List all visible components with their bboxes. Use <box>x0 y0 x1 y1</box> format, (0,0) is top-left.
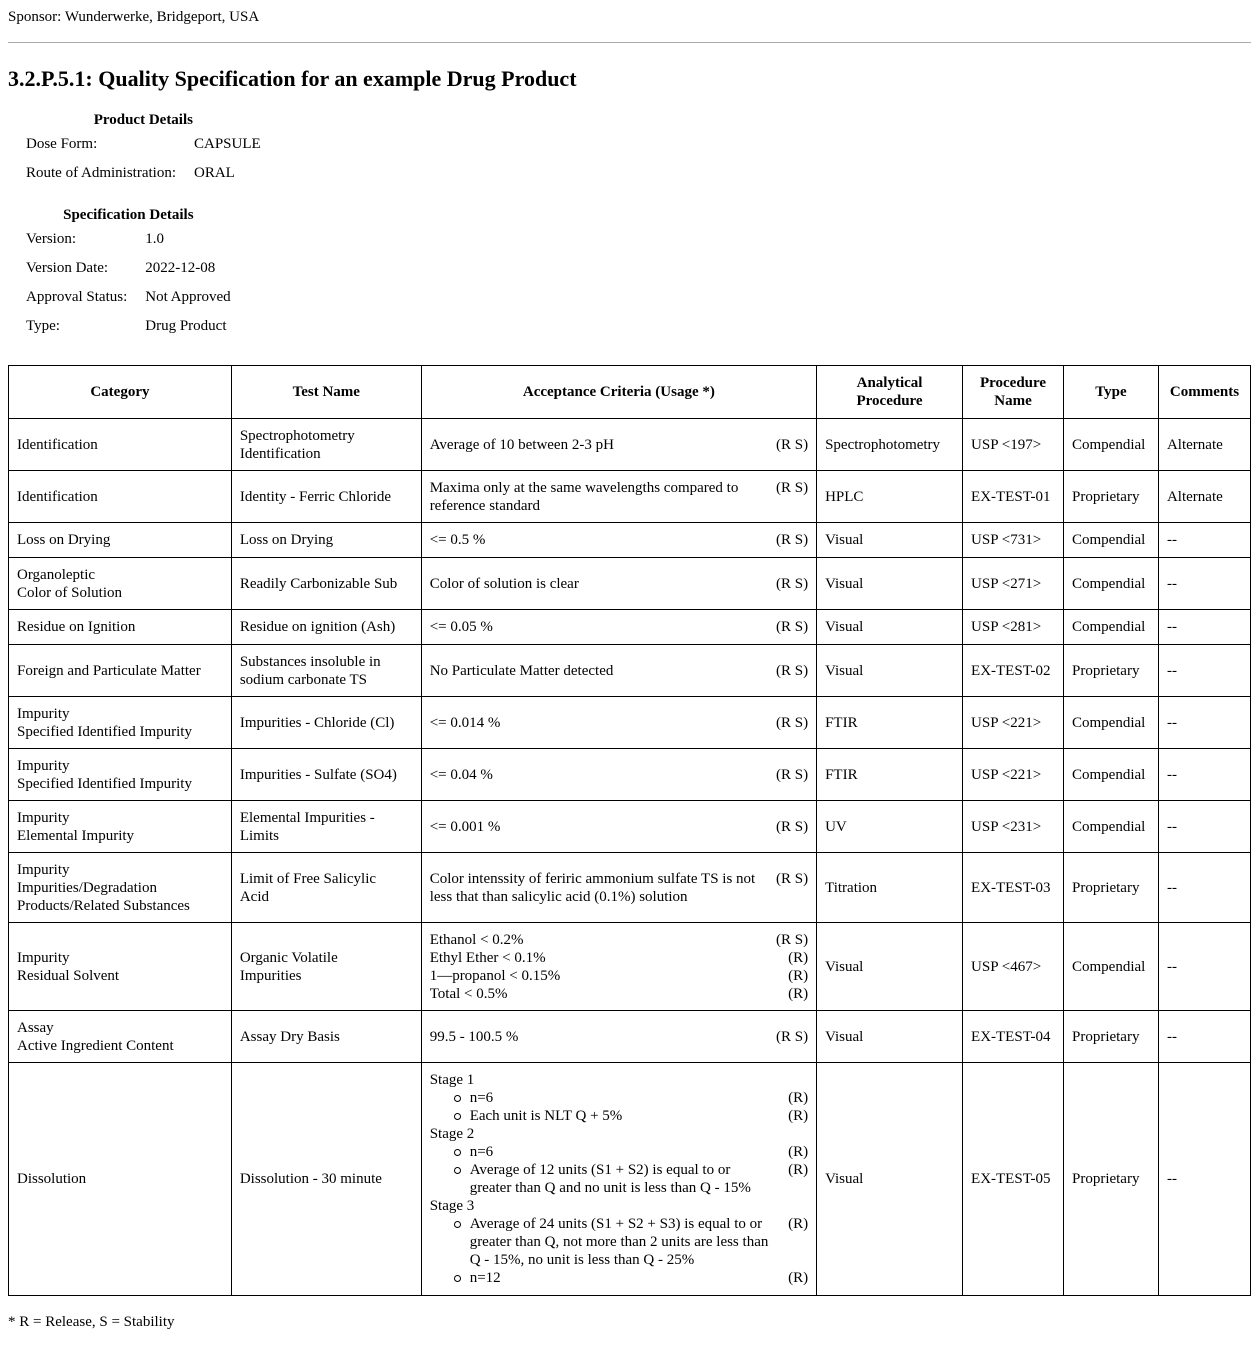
divider <box>8 42 1251 43</box>
page-title: 3.2.P.5.1: Quality Specification for an example Drug Product <box>8 66 577 91</box>
category-line: Specified Identified Impurity <box>17 723 192 740</box>
column-header: Test Name <box>231 366 421 419</box>
product-detail-label: Route of Administration: <box>26 164 176 181</box>
usage-code: (R S) <box>775 662 809 679</box>
test-name-cell <box>231 1011 421 1063</box>
criteria-text: Ethanol < 0.2% <box>429 931 524 948</box>
test-name-line: Loss on Drying <box>239 532 334 548</box>
usage-code: (R) <box>788 967 809 984</box>
test-name-line: Elemental Impurities - <box>239 809 375 826</box>
usage-code: (R S) <box>775 479 809 496</box>
comments-cell: -- <box>1158 923 1250 1011</box>
type-cell: Proprietary <box>1063 645 1158 697</box>
test-name-line: sodium carbonate TS <box>239 671 368 688</box>
criteria-cell <box>421 749 816 801</box>
procedure-name-cell: EX-TEST-02 <box>963 645 1064 697</box>
procedure-name-cell: USP <221> <box>963 749 1064 801</box>
usage-code: (R S) <box>775 714 809 731</box>
stage-item <box>430 1089 808 1107</box>
analytical-procedure-cell: HPLC <box>817 471 963 523</box>
table-row <box>9 471 1251 523</box>
usage-code: (R S) <box>775 1028 809 1045</box>
usage-code: (R) <box>788 1162 809 1178</box>
criteria-text: Color intenssity of feriric ammonium sulfate TS is not less that than salicylic acid (0.1%) solution <box>429 870 756 905</box>
category-cell <box>9 645 232 697</box>
product-details-caption: Product Details <box>93 112 193 128</box>
category-line: Residual Solvent <box>17 967 120 984</box>
criteria-row <box>430 479 808 515</box>
product-detail-row <box>26 129 261 158</box>
category-line: Impurity <box>17 757 70 774</box>
test-name-line: Residue on ignition (Ash) <box>239 619 396 635</box>
usage-code: (R) <box>788 985 809 1002</box>
category-line: Products/Related Substances <box>17 897 190 914</box>
criteria-cell <box>421 419 816 471</box>
table-row <box>9 749 1251 801</box>
comments-cell: -- <box>1158 801 1250 853</box>
criteria-text: <= 0.014 % <box>429 714 501 731</box>
type-cell: Proprietary <box>1063 1063 1158 1296</box>
type-cell: Compendial <box>1063 697 1158 749</box>
criteria-row <box>430 931 808 949</box>
criteria-text: Total < 0.5% <box>429 985 508 1002</box>
product-detail-value: ORAL <box>194 164 235 181</box>
stage-item-text: n=12 <box>454 1269 788 1287</box>
product-detail-value: CAPSULE <box>194 135 261 152</box>
criteria-row <box>430 870 808 906</box>
category-line: Specified Identified Impurity <box>17 775 192 792</box>
spec-detail-value: Drug Product <box>145 317 227 334</box>
criteria-text: Ethyl Ether < 0.1% <box>429 949 546 966</box>
product-detail-label: Dose Form: <box>26 135 98 152</box>
criteria-row <box>430 818 808 836</box>
stage-item <box>430 1215 808 1269</box>
criteria-cell <box>421 923 816 1011</box>
test-name-cell <box>231 523 421 558</box>
stage-item-text: n=6 <box>454 1143 788 1161</box>
table-row <box>9 645 1251 697</box>
criteria-text: Average of 10 between 2-3 pH <box>429 436 614 453</box>
procedure-name-cell: USP <467> <box>963 923 1064 1011</box>
table-row <box>9 697 1251 749</box>
usage-code: (R S) <box>775 619 809 635</box>
analytical-procedure-cell: Visual <box>817 523 963 558</box>
category-line: Color of Solution <box>17 584 123 601</box>
stage-item <box>430 1107 808 1125</box>
category-cell <box>9 523 232 558</box>
test-name-line: Readily Carbonizable Sub <box>239 575 398 592</box>
product-details-table <box>8 111 279 187</box>
category-line: Impurity <box>17 705 70 722</box>
category-line: Impurity <box>17 861 70 878</box>
criteria-cell <box>421 801 816 853</box>
analytical-procedure-cell: Visual <box>817 558 963 610</box>
stage-item <box>430 1143 808 1161</box>
criteria-row <box>430 714 808 732</box>
criteria-cell <box>421 645 816 697</box>
criteria-row <box>430 985 808 1003</box>
procedure-name-cell: EX-TEST-01 <box>963 471 1064 523</box>
category-cell: Dissolution <box>9 1063 232 1296</box>
usage-code: (R) <box>788 1090 809 1106</box>
specification-table <box>8 365 1251 1296</box>
criteria-cell <box>421 1011 816 1063</box>
category-cell <box>9 801 232 853</box>
procedure-name-cell: USP <221> <box>963 697 1064 749</box>
criteria-cell <box>421 558 816 610</box>
category-cell <box>9 610 232 645</box>
category-line: Elemental Impurity <box>17 827 135 844</box>
analytical-procedure-cell: Visual <box>817 1063 963 1296</box>
analytical-procedure-cell: Visual <box>817 645 963 697</box>
test-name-line: Impurities <box>239 967 302 984</box>
usage-code: (R S) <box>775 931 809 948</box>
test-name-line: Acid <box>239 888 269 905</box>
usage-code: (R) <box>788 1270 809 1286</box>
stage-item-text: Average of 12 units (S1 + S2) is equal to or greater than Q and no unit is less than Q - 15% <box>454 1161 788 1197</box>
test-name-line: Organic Volatile <box>239 949 338 966</box>
spec-detail-label: Type: <box>26 317 60 334</box>
column-header: Type <box>1063 366 1158 419</box>
type-cell: Proprietary <box>1063 1011 1158 1063</box>
spec-detail-value: 1.0 <box>145 230 164 247</box>
category-cell <box>9 697 232 749</box>
comments-cell: -- <box>1158 1011 1250 1063</box>
test-name-cell: Dissolution - 30 minute <box>231 1063 421 1296</box>
criteria-row <box>430 575 808 593</box>
test-name-cell <box>231 645 421 697</box>
analytical-procedure-cell: UV <box>817 801 963 853</box>
table-row <box>9 801 1251 853</box>
comments-cell: -- <box>1158 610 1250 645</box>
usage-code: (R S) <box>775 575 809 592</box>
comments-cell: -- <box>1158 749 1250 801</box>
test-name-line: Identification <box>239 445 321 462</box>
footnote: * R = Release, S = Stability <box>8 1314 175 1330</box>
criteria-row <box>430 662 808 680</box>
comments-cell: -- <box>1158 523 1250 558</box>
criteria-row <box>430 949 808 967</box>
test-name-cell <box>231 853 421 923</box>
category-line: Organoleptic <box>17 566 96 583</box>
procedure-name-cell: USP <281> <box>963 610 1064 645</box>
column-header: Category <box>9 366 232 419</box>
criteria-cell <box>421 610 816 645</box>
procedure-name-cell: USP <231> <box>963 801 1064 853</box>
category-line: Impurities/Degradation <box>17 879 157 896</box>
criteria-text: <= 0.5 % <box>429 532 486 548</box>
procedure-name-cell: USP <731> <box>963 523 1064 558</box>
criteria-row <box>430 1028 808 1046</box>
type-cell: Compendial <box>1063 749 1158 801</box>
criteria-text: <= 0.05 % <box>429 619 493 635</box>
analytical-procedure-cell: Titration <box>817 853 963 923</box>
test-name-line: Impurities - Sulfate (SO4) <box>239 766 397 783</box>
category-cell <box>9 419 232 471</box>
specification-details-table <box>8 206 249 340</box>
table-body <box>9 419 1251 1296</box>
category-line: Identification <box>17 436 98 453</box>
criteria-text: Maxima only at the same wavelengths compared to reference standard <box>429 479 739 514</box>
test-name-cell <box>231 419 421 471</box>
usage-code: (R) <box>788 1108 809 1124</box>
category-line: Loss on Drying <box>17 532 111 548</box>
usage-code: (R) <box>788 949 809 966</box>
table-row <box>9 558 1251 610</box>
usage-code: (R S) <box>775 766 809 783</box>
column-header: Procedure Name <box>963 366 1064 419</box>
comments-cell: -- <box>1158 1063 1250 1296</box>
spec-detail-row <box>26 253 231 282</box>
criteria-text: 99.5 - 100.5 % <box>429 1028 519 1045</box>
criteria-cell <box>421 697 816 749</box>
category-line: Impurity <box>17 949 70 966</box>
test-name-cell <box>231 749 421 801</box>
analytical-procedure-cell: Spectrophotometry <box>817 419 963 471</box>
stage-label: Stage 1 <box>429 1072 475 1088</box>
stage-item <box>430 1269 808 1287</box>
criteria-cell <box>421 471 816 523</box>
comments-cell: Alternate <box>1158 419 1250 471</box>
test-name-line: Limit of Free Salicylic <box>239 870 377 887</box>
table-header-row <box>9 366 1251 419</box>
usage-code: (R S) <box>775 818 809 835</box>
table-row <box>9 419 1251 471</box>
criteria-row <box>430 967 808 985</box>
category-cell <box>9 749 232 801</box>
comments-cell: -- <box>1158 853 1250 923</box>
spec-detail-value: 2022-12-08 <box>145 259 216 276</box>
comments-cell: -- <box>1158 558 1250 610</box>
criteria-text: No Particulate Matter detected <box>429 662 614 679</box>
test-name-cell <box>231 471 421 523</box>
spec-detail-row <box>26 224 231 253</box>
test-name-cell <box>231 610 421 645</box>
procedure-name-cell: EX-TEST-04 <box>963 1011 1064 1063</box>
criteria-cell <box>421 853 816 923</box>
procedure-name-cell: USP <271> <box>963 558 1064 610</box>
test-name-line: Substances insoluble in <box>239 653 381 670</box>
category-cell <box>9 1011 232 1063</box>
stage-item <box>430 1161 808 1197</box>
analytical-procedure-cell: Visual <box>817 610 963 645</box>
type-cell: Compendial <box>1063 610 1158 645</box>
test-name-cell <box>231 923 421 1011</box>
type-cell: Compendial <box>1063 801 1158 853</box>
category-cell <box>9 853 232 923</box>
table-row <box>9 523 1251 558</box>
specification-details-caption: Specification Details <box>63 207 194 223</box>
usage-code: (R) <box>788 1216 809 1232</box>
procedure-name-cell: EX-TEST-05 <box>963 1063 1064 1296</box>
criteria-text: Color of solution is clear <box>429 575 579 592</box>
comments-cell: -- <box>1158 697 1250 749</box>
criteria-row <box>430 436 808 454</box>
spec-detail-label: Version: <box>26 230 76 247</box>
column-header: Comments <box>1158 366 1250 419</box>
comments-cell: -- <box>1158 645 1250 697</box>
analytical-procedure-cell: Visual <box>817 1011 963 1063</box>
type-cell: Compendial <box>1063 419 1158 471</box>
type-cell: Proprietary <box>1063 471 1158 523</box>
criteria-row <box>430 531 808 549</box>
category-cell <box>9 558 232 610</box>
test-name-line: Limits <box>239 827 279 844</box>
column-header: Analytical Procedure <box>817 366 963 419</box>
category-line: Assay <box>17 1019 54 1036</box>
column-header: Acceptance Criteria (Usage *) <box>421 366 816 419</box>
type-cell: Compendial <box>1063 923 1158 1011</box>
analytical-procedure-cell: Visual <box>817 923 963 1011</box>
category-cell <box>9 923 232 1011</box>
criteria-row <box>430 618 808 636</box>
spec-detail-row <box>26 282 231 311</box>
stage-item-text: Each unit is NLT Q + 5% <box>454 1107 788 1125</box>
usage-code: (R S) <box>775 870 809 887</box>
criteria-text: <= 0.001 % <box>429 818 501 835</box>
test-name-line: Identity - Ferric Chloride <box>239 488 392 505</box>
spec-detail-value: Not Approved <box>145 288 231 305</box>
type-cell: Proprietary <box>1063 853 1158 923</box>
category-line: Identification <box>17 488 98 505</box>
table-row <box>9 923 1251 1011</box>
type-cell: Compendial <box>1063 558 1158 610</box>
procedure-name-cell: EX-TEST-03 <box>963 853 1064 923</box>
criteria-text: <= 0.04 % <box>429 766 493 783</box>
stage-item-text: n=6 <box>454 1089 788 1107</box>
usage-code: (R) <box>788 1144 809 1160</box>
test-name-cell <box>231 558 421 610</box>
spec-detail-label: Version Date: <box>26 259 109 276</box>
table-row <box>9 1063 1251 1296</box>
category-cell <box>9 471 232 523</box>
product-detail-row <box>26 158 261 187</box>
usage-code: (R S) <box>775 436 809 453</box>
category-line: Residue on Ignition <box>17 619 136 635</box>
criteria-cell <box>421 1063 816 1296</box>
stage-label: Stage 3 <box>429 1198 475 1214</box>
test-name-cell <box>231 801 421 853</box>
analytical-procedure-cell: FTIR <box>817 749 963 801</box>
test-name-cell <box>231 697 421 749</box>
sponsor-text: Sponsor: Wunderwerke, Bridgeport, USA <box>8 9 260 25</box>
test-name-line: Spectrophotometry <box>239 427 355 444</box>
table-row <box>9 853 1251 923</box>
test-name-line: Assay Dry Basis <box>239 1028 340 1045</box>
usage-code: (R S) <box>775 532 809 548</box>
stage-label: Stage 2 <box>429 1126 475 1142</box>
category-line: Impurity <box>17 809 70 826</box>
spec-detail-row <box>26 311 231 340</box>
analytical-procedure-cell: FTIR <box>817 697 963 749</box>
criteria-cell <box>421 523 816 558</box>
table-row <box>9 1011 1251 1063</box>
criteria-text: 1—propanol < 0.15% <box>429 967 561 984</box>
criteria-row <box>430 766 808 784</box>
category-line: Active Ingredient Content <box>17 1037 174 1054</box>
stage-item-text: Average of 24 units (S1 + S2 + S3) is equal to or greater than Q, not more than 2 units are less than Q - 15%, no unit is less than Q - 25% <box>454 1215 788 1269</box>
comments-cell: Alternate <box>1158 471 1250 523</box>
procedure-name-cell: USP <197> <box>963 419 1064 471</box>
test-name-line: Impurities - Chloride (Cl) <box>239 714 395 731</box>
spec-detail-label: Approval Status: <box>26 288 128 305</box>
category-line: Foreign and Particulate Matter <box>17 662 201 679</box>
table-row <box>9 610 1251 645</box>
type-cell: Compendial <box>1063 523 1158 558</box>
